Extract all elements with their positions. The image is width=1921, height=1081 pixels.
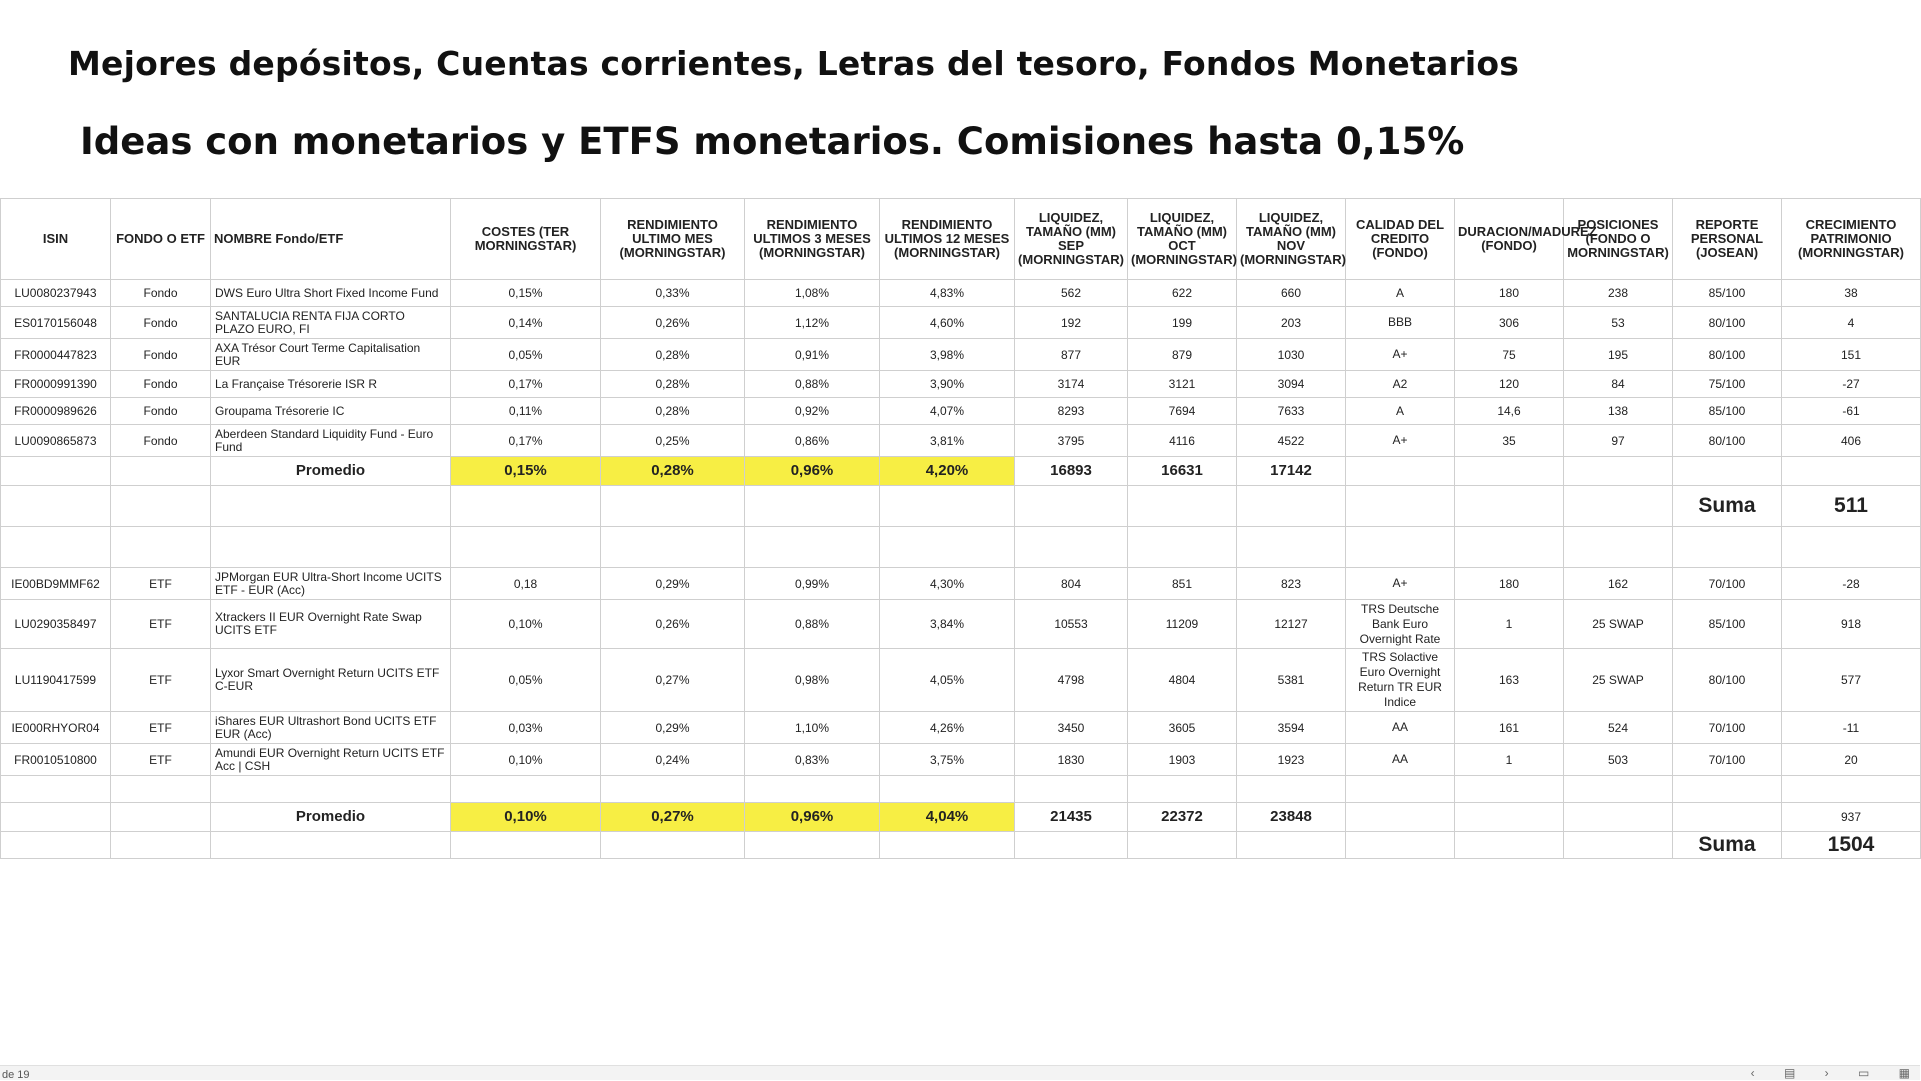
table-cell: 4804 — [1128, 649, 1237, 712]
table-row — [1, 371, 1921, 398]
table-cell: 0,18 — [451, 568, 601, 600]
table-cell: 0,15% — [451, 457, 601, 486]
table-row — [1, 280, 1921, 307]
table-cell: 85/100 — [1673, 600, 1782, 649]
table-cell — [451, 486, 601, 527]
table-cell — [111, 527, 211, 568]
table-cell: LU1190417599 — [1, 649, 111, 712]
table-cell: -11 — [1782, 712, 1921, 744]
table-cell: 163 — [1455, 649, 1564, 712]
table-cell: 12127 — [1237, 600, 1346, 649]
table-cell — [1564, 832, 1673, 859]
column-header: LIQUIDEZ, TAMAÑO (MM) NOV (MORNINGSTAR) — [1237, 199, 1346, 280]
table-cell — [1237, 776, 1346, 803]
table-cell: IE000RHYOR04 — [1, 712, 111, 744]
chevron-right-icon[interactable]: › — [1824, 1066, 1829, 1080]
table-cell: 0,25% — [601, 425, 745, 457]
table-cell: 877 — [1015, 339, 1128, 371]
table-cell: ES0170156048 — [1, 307, 111, 339]
table-cell: 3,81% — [880, 425, 1015, 457]
table-cell: 80/100 — [1673, 425, 1782, 457]
table-cell — [1015, 832, 1128, 859]
table-cell: 25 SWAP — [1564, 649, 1673, 712]
table-cell: 0,28% — [601, 371, 745, 398]
table-cell — [1015, 776, 1128, 803]
table-cell: 4 — [1782, 307, 1921, 339]
table-cell: 1,08% — [745, 280, 880, 307]
header-row — [1, 199, 1921, 280]
table-cell: Fondo — [111, 307, 211, 339]
table-row — [1, 307, 1921, 339]
slide-title-primary: Mejores depósitos, Cuentas corrientes, Letras del tesoro, Fondos Monetarios — [68, 44, 1520, 83]
table-cell — [451, 527, 601, 568]
table-cell — [1, 527, 111, 568]
column-header: LIQUIDEZ, TAMAÑO (MM) OCT (MORNINGSTAR) — [1128, 199, 1237, 280]
column-header: CALIDAD DEL CREDITO (FONDO) — [1346, 199, 1455, 280]
table-cell — [1, 486, 111, 527]
table-cell: 879 — [1128, 339, 1237, 371]
average-row — [1, 457, 1921, 486]
page-view-icon[interactable]: ▤ — [1783, 1066, 1796, 1080]
table-cell: 937 — [1782, 803, 1921, 832]
column-header: RENDIMIENTO ULTIMO MES (MORNINGSTAR) — [601, 199, 745, 280]
table-cell: Aberdeen Standard Liquidity Fund - Euro Fund — [211, 425, 451, 457]
table-cell: 84 — [1564, 371, 1673, 398]
table-cell — [601, 832, 745, 859]
table-cell: -28 — [1782, 568, 1921, 600]
table-cell: FR0000447823 — [1, 339, 111, 371]
table-cell: Fondo — [111, 425, 211, 457]
table-cell: 22372 — [1128, 803, 1237, 832]
table-cell: iShares EUR Ultrashort Bond UCITS ETF EUR (Acc) — [211, 712, 451, 744]
table-cell — [111, 832, 211, 859]
layout-icon[interactable]: ▭ — [1857, 1066, 1870, 1080]
table-cell: 0,28% — [601, 398, 745, 425]
table-cell — [1, 776, 111, 803]
table-cell: 3795 — [1015, 425, 1128, 457]
table-cell: 7633 — [1237, 398, 1346, 425]
table-cell — [1564, 776, 1673, 803]
slide-title-secondary: Ideas con monetarios y ETFS monetarios. Comisiones hasta 0,15% — [80, 120, 1465, 163]
table-cell: 3094 — [1237, 371, 1346, 398]
table-cell: 0,88% — [745, 600, 880, 649]
table-cell: 3594 — [1237, 712, 1346, 744]
table-row — [1, 712, 1921, 744]
table-cell: 562 — [1015, 280, 1128, 307]
table-cell — [451, 776, 601, 803]
table-cell: 511 — [1782, 486, 1921, 527]
chevron-left-icon[interactable]: ‹ — [1750, 1066, 1755, 1080]
table-cell — [745, 486, 880, 527]
table-cell: 199 — [1128, 307, 1237, 339]
table-cell: 0,24% — [601, 744, 745, 776]
column-header: FONDO O ETF — [111, 199, 211, 280]
table-cell: 3,75% — [880, 744, 1015, 776]
table-cell: 0,91% — [745, 339, 880, 371]
table-cell: 7694 — [1128, 398, 1237, 425]
table-cell: 80/100 — [1673, 649, 1782, 712]
table-cell: 4,04% — [880, 803, 1015, 832]
table-cell: 203 — [1237, 307, 1346, 339]
table-cell: 8293 — [1015, 398, 1128, 425]
table-cell: 35 — [1455, 425, 1564, 457]
table-cell: IE00BD9MMF62 — [1, 568, 111, 600]
table-cell: 85/100 — [1673, 398, 1782, 425]
table-cell: LU0090865873 — [1, 425, 111, 457]
table-cell: 4,26% — [880, 712, 1015, 744]
table-cell — [111, 803, 211, 832]
table-cell: ETF — [111, 649, 211, 712]
table-cell: FR0000991390 — [1, 371, 111, 398]
table-cell: Fondo — [111, 280, 211, 307]
table-cell — [1455, 486, 1564, 527]
table-cell: 0,96% — [745, 803, 880, 832]
table-cell — [1564, 457, 1673, 486]
table-cell: 4,07% — [880, 398, 1015, 425]
table-cell: 0,15% — [451, 280, 601, 307]
table-cell: -61 — [1782, 398, 1921, 425]
table-cell: Suma — [1673, 486, 1782, 527]
table-cell — [1564, 527, 1673, 568]
table-cell: AA — [1346, 712, 1455, 744]
empty-row — [1, 527, 1921, 568]
table-cell: Fondo — [111, 398, 211, 425]
table-cell: 0,26% — [601, 307, 745, 339]
table-cell: 3,98% — [880, 339, 1015, 371]
table-cell: 0,96% — [745, 457, 880, 486]
table-cell — [1346, 776, 1455, 803]
table-cell: 4,20% — [880, 457, 1015, 486]
table-cell: 97 — [1564, 425, 1673, 457]
table-cell — [880, 776, 1015, 803]
table-cell: 151 — [1782, 339, 1921, 371]
table-cell: 4,83% — [880, 280, 1015, 307]
table-cell: FR0010510800 — [1, 744, 111, 776]
table-cell — [1128, 486, 1237, 527]
table-cell — [880, 527, 1015, 568]
table-cell: 1,12% — [745, 307, 880, 339]
table-cell: TRS Solactive Euro Overnight Return TR EUR Indice — [1346, 649, 1455, 712]
table-cell: 21435 — [1015, 803, 1128, 832]
table-cell: 3450 — [1015, 712, 1128, 744]
table-cell: 53 — [1564, 307, 1673, 339]
average-row — [1, 803, 1921, 832]
table-cell — [1, 803, 111, 832]
table-cell — [1564, 486, 1673, 527]
table-cell: FR0000989626 — [1, 398, 111, 425]
table-cell — [211, 527, 451, 568]
table-cell — [1782, 457, 1921, 486]
table-cell: 4522 — [1237, 425, 1346, 457]
table-cell: 577 — [1782, 649, 1921, 712]
table-cell: 0,98% — [745, 649, 880, 712]
column-header: RENDIMIENTO ULTIMOS 12 MESES (MORNINGSTAR) — [880, 199, 1015, 280]
table-cell — [211, 486, 451, 527]
column-header: REPORTE PERSONAL (JOSEAN) — [1673, 199, 1782, 280]
table-cell — [1455, 803, 1564, 832]
table-cell: 4798 — [1015, 649, 1128, 712]
table-cell: 0,99% — [745, 568, 880, 600]
table-cell: 660 — [1237, 280, 1346, 307]
table-cell: 0,27% — [601, 649, 745, 712]
table-cell — [211, 776, 451, 803]
table-cell: 3174 — [1015, 371, 1128, 398]
table-cell: 0,92% — [745, 398, 880, 425]
table-cell: 25 SWAP — [1564, 600, 1673, 649]
table-cell: Fondo — [111, 339, 211, 371]
table-cell: 0,28% — [601, 457, 745, 486]
table-cell: 192 — [1015, 307, 1128, 339]
table-cell: A — [1346, 398, 1455, 425]
table-cell: 0,03% — [451, 712, 601, 744]
table-cell — [1237, 527, 1346, 568]
spreadsheet — [0, 198, 1921, 859]
table-cell: Promedio — [211, 457, 451, 486]
table-cell: 0,10% — [451, 744, 601, 776]
table-row — [1, 398, 1921, 425]
table-cell: 11209 — [1128, 600, 1237, 649]
table-cell: LU0290358497 — [1, 600, 111, 649]
table-cell — [880, 832, 1015, 859]
table-cell — [1346, 832, 1455, 859]
funds-table — [0, 198, 1921, 859]
table-cell: 180 — [1455, 280, 1564, 307]
table-cell: 1 — [1455, 600, 1564, 649]
table-cell — [1673, 457, 1782, 486]
table-cell: BBB — [1346, 307, 1455, 339]
table-cell — [1346, 527, 1455, 568]
table-cell: 0,10% — [451, 803, 601, 832]
table-cell: LU0080237943 — [1, 280, 111, 307]
table-cell: JPMorgan EUR Ultra-Short Income UCITS ETF - EUR (Acc) — [211, 568, 451, 600]
table-cell — [745, 832, 880, 859]
table-cell: ETF — [111, 744, 211, 776]
table-cell: 4,30% — [880, 568, 1015, 600]
table-cell: 1923 — [1237, 744, 1346, 776]
table-cell: 80/100 — [1673, 307, 1782, 339]
table-cell: 238 — [1564, 280, 1673, 307]
table-cell: 161 — [1455, 712, 1564, 744]
table-cell — [1237, 832, 1346, 859]
table-cell — [601, 527, 745, 568]
table-cell: Lyxor Smart Overnight Return UCITS ETF C-EUR — [211, 649, 451, 712]
table-cell: ETF — [111, 600, 211, 649]
table-cell: 4,60% — [880, 307, 1015, 339]
table-cell: 1504 — [1782, 832, 1921, 859]
table-cell — [1128, 832, 1237, 859]
table-cell — [211, 832, 451, 859]
table-cell: 80/100 — [1673, 339, 1782, 371]
table-cell: DWS Euro Ultra Short Fixed Income Fund — [211, 280, 451, 307]
table-cell: La Française Trésorerie ISR R — [211, 371, 451, 398]
table-cell: 0,26% — [601, 600, 745, 649]
table-cell: 23848 — [1237, 803, 1346, 832]
sum-row — [1, 486, 1921, 527]
table-cell: AA — [1346, 744, 1455, 776]
table-cell — [1128, 776, 1237, 803]
table-cell: 14,6 — [1455, 398, 1564, 425]
table-cell — [745, 776, 880, 803]
table-cell: 851 — [1128, 568, 1237, 600]
table-cell: 306 — [1455, 307, 1564, 339]
table-cell: -27 — [1782, 371, 1921, 398]
table-cell: 0,11% — [451, 398, 601, 425]
table-cell — [1346, 486, 1455, 527]
table-cell: SANTALUCIA RENTA FIJA CORTO PLAZO EURO, FI — [211, 307, 451, 339]
table-cell: 406 — [1782, 425, 1921, 457]
table-cell — [1782, 776, 1921, 803]
table-row — [1, 568, 1921, 600]
column-header: NOMBRE Fondo/ETF — [211, 199, 451, 280]
table-cell: 524 — [1564, 712, 1673, 744]
table-cell: 0,14% — [451, 307, 601, 339]
table-cell: 75/100 — [1673, 371, 1782, 398]
table-cell — [1237, 486, 1346, 527]
table-cell — [1128, 527, 1237, 568]
table-cell: 3,84% — [880, 600, 1015, 649]
table-cell: A — [1346, 280, 1455, 307]
column-header: COSTES (TER MORNINGSTAR) — [451, 199, 601, 280]
column-header: RENDIMIENTO ULTIMOS 3 MESES (MORNINGSTAR) — [745, 199, 880, 280]
table-cell — [111, 457, 211, 486]
table-cell: 1030 — [1237, 339, 1346, 371]
table-cell: 0,29% — [601, 568, 745, 600]
table-cell: 3,90% — [880, 371, 1015, 398]
table-cell: 4116 — [1128, 425, 1237, 457]
table-cell — [1346, 457, 1455, 486]
table-cell: 0,17% — [451, 371, 601, 398]
table-cell: AXA Trésor Court Terme Capitalisation EUR — [211, 339, 451, 371]
table-cell: 0,27% — [601, 803, 745, 832]
table-cell — [1455, 527, 1564, 568]
table-cell — [1455, 776, 1564, 803]
table-cell: 3121 — [1128, 371, 1237, 398]
table-cell — [1673, 776, 1782, 803]
table-cell — [601, 776, 745, 803]
table-cell — [1, 832, 111, 859]
table-cell — [451, 832, 601, 859]
table-cell — [1455, 457, 1564, 486]
table-cell: 0,29% — [601, 712, 745, 744]
table-cell: 85/100 — [1673, 280, 1782, 307]
table-cell — [1564, 803, 1673, 832]
table-cell — [880, 486, 1015, 527]
table-cell: 503 — [1564, 744, 1673, 776]
table-row — [1, 425, 1921, 457]
table-cell: 622 — [1128, 280, 1237, 307]
table-cell: 5381 — [1237, 649, 1346, 712]
table-cell: 1830 — [1015, 744, 1128, 776]
table-cell: 0,17% — [451, 425, 601, 457]
table-cell: Fondo — [111, 371, 211, 398]
table-cell: 16631 — [1128, 457, 1237, 486]
table-cell: TRS Deutsche Bank Euro Overnight Rate — [1346, 600, 1455, 649]
table-cell: 1903 — [1128, 744, 1237, 776]
table-cell: 0,05% — [451, 339, 601, 371]
table-cell: A+ — [1346, 568, 1455, 600]
column-header: LIQUIDEZ, TAMAÑO (MM) SEP (MORNINGSTAR) — [1015, 199, 1128, 280]
table-row — [1, 339, 1921, 371]
table-cell — [1673, 803, 1782, 832]
table-cell: 4,05% — [880, 649, 1015, 712]
table-cell: Suma — [1673, 832, 1782, 859]
table-cell: 120 — [1455, 371, 1564, 398]
table-cell: 3605 — [1128, 712, 1237, 744]
table-cell — [1455, 832, 1564, 859]
table-cell — [111, 776, 211, 803]
table-cell: 70/100 — [1673, 744, 1782, 776]
table-cell: ETF — [111, 712, 211, 744]
table-cell: 17142 — [1237, 457, 1346, 486]
table-cell — [1346, 803, 1455, 832]
table-cell: 0,33% — [601, 280, 745, 307]
table-cell: 195 — [1564, 339, 1673, 371]
grid-view-icon[interactable]: ▦ — [1898, 1066, 1910, 1080]
table-cell: 918 — [1782, 600, 1921, 649]
table-cell: 138 — [1564, 398, 1673, 425]
column-header: POSICIONES (FONDO O MORNINGSTAR) — [1564, 199, 1673, 280]
table-cell — [1015, 486, 1128, 527]
table-cell — [1, 457, 111, 486]
table-cell: 10553 — [1015, 600, 1128, 649]
table-cell — [601, 486, 745, 527]
table-cell: Xtrackers II EUR Overnight Rate Swap UCITS ETF — [211, 600, 451, 649]
table-row — [1, 649, 1921, 712]
table-cell: A+ — [1346, 425, 1455, 457]
empty-row — [1, 776, 1921, 803]
table-cell: 0,88% — [745, 371, 880, 398]
table-cell: 0,83% — [745, 744, 880, 776]
table-cell: 70/100 — [1673, 568, 1782, 600]
table-cell: ETF — [111, 568, 211, 600]
table-row — [1, 600, 1921, 649]
column-header: CRECIMIENTO PATRIMONIO (MORNINGSTAR) — [1782, 199, 1921, 280]
table-cell: 804 — [1015, 568, 1128, 600]
table-cell: 0,28% — [601, 339, 745, 371]
table-cell: 20 — [1782, 744, 1921, 776]
table-cell — [111, 486, 211, 527]
table-cell: 1 — [1455, 744, 1564, 776]
table-cell: A+ — [1346, 339, 1455, 371]
column-header: DURACION/MADUREZ (FONDO) — [1455, 199, 1564, 280]
table-cell: 0,86% — [745, 425, 880, 457]
table-cell: 16893 — [1015, 457, 1128, 486]
table-cell: 823 — [1237, 568, 1346, 600]
table-cell: 38 — [1782, 280, 1921, 307]
table-cell: 0,10% — [451, 600, 601, 649]
table-cell: A2 — [1346, 371, 1455, 398]
status-bar — [0, 1065, 1920, 1080]
sum-row — [1, 832, 1921, 859]
table-cell: Amundi EUR Overnight Return UCITS ETF Acc | CSH — [211, 744, 451, 776]
table-cell: 162 — [1564, 568, 1673, 600]
table-cell — [1673, 527, 1782, 568]
table-row — [1, 744, 1921, 776]
table-cell: 0,05% — [451, 649, 601, 712]
column-header: ISIN — [1, 199, 111, 280]
table-cell: 180 — [1455, 568, 1564, 600]
page-indicator: de 19 — [2, 1069, 30, 1081]
table-cell: Promedio — [211, 803, 451, 832]
table-cell: 75 — [1455, 339, 1564, 371]
table-cell — [745, 527, 880, 568]
table-cell — [1015, 527, 1128, 568]
table-cell: 1,10% — [745, 712, 880, 744]
table-cell — [1782, 527, 1921, 568]
table-cell: Groupama Trésorerie IC — [211, 398, 451, 425]
table-cell: 70/100 — [1673, 712, 1782, 744]
